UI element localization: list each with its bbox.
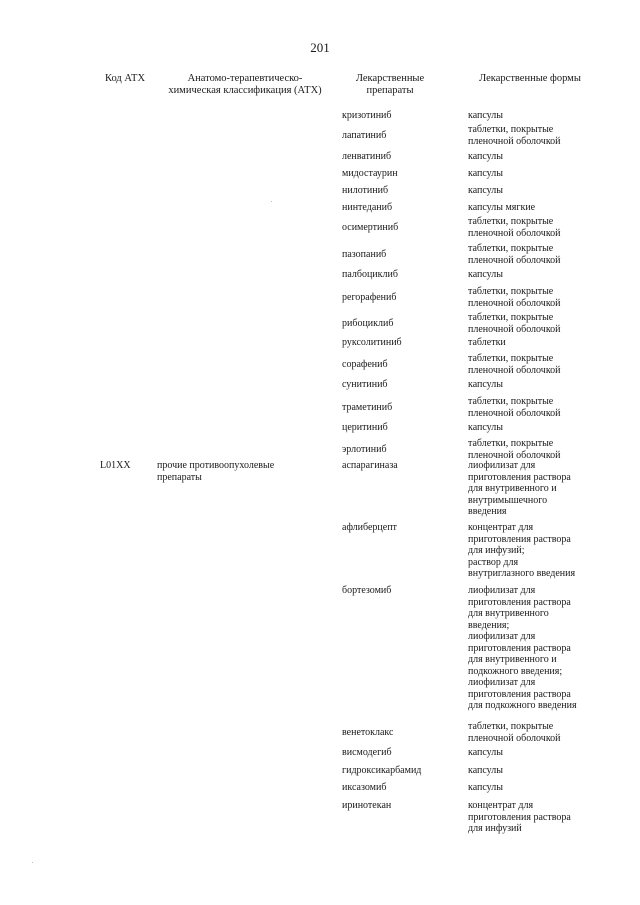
dosage-form: капсулы	[468, 185, 503, 196]
drug-name: бортезомиб	[342, 585, 392, 596]
drug-name: регорафениб	[342, 292, 397, 303]
drug-name: траметиниб	[342, 402, 393, 413]
drug-name: висмодегиб	[342, 747, 392, 758]
dosage-form: таблетки, покрытые пленочной оболочкой	[468, 124, 561, 147]
drug-name: осимертиниб	[342, 222, 399, 233]
drug-name: гидроксикарбамид	[342, 765, 422, 776]
dosage-form: таблетки, покрытые пленочной оболочкой	[468, 216, 561, 239]
dosage-form: капсулы	[468, 782, 503, 793]
dosage-form: таблетки, покрытые пленочной оболочкой	[468, 353, 561, 376]
drug-name: руксолитиниб	[342, 337, 402, 348]
drug-name: нилотиниб	[342, 185, 389, 196]
dosage-form: таблетки, покрытые пленочной оболочкой	[468, 286, 561, 309]
drug-name: эрлотиниб	[342, 444, 387, 455]
dosage-form: капсулы	[468, 168, 503, 179]
dosage-form: капсулы	[468, 151, 503, 162]
dosage-form: лиофилизат для приготовления раствора для внутривенного и внутримышечного введения	[468, 460, 571, 517]
page-number: 201	[310, 40, 330, 55]
drug-name: кризотиниб	[342, 110, 392, 121]
drug-name: рибоциклиб	[342, 318, 394, 329]
dosage-form: капсулы	[468, 422, 503, 433]
drug-name: нинтеданиб	[342, 202, 393, 213]
drug-name: ленватиниб	[342, 151, 392, 162]
drug-name: сорафениб	[342, 359, 388, 370]
drug-name: палбоциклиб	[342, 269, 398, 280]
drug-name: аспарагиназа	[342, 460, 398, 471]
dosage-form: таблетки, покрытые пленочной оболочкой	[468, 396, 561, 419]
group-name: прочие противоопухолевые препараты	[157, 460, 275, 483]
dosage-form: капсулы	[468, 269, 503, 280]
dosage-form: таблетки, покрытые пленочной оболочкой	[468, 243, 561, 266]
scan-speck	[271, 201, 272, 202]
drug-name: сунитиниб	[342, 379, 388, 390]
dosage-form: капсулы мягкие	[468, 202, 536, 213]
drug-name: афлиберцепт	[342, 522, 397, 533]
header-forms: Лекарственные формы	[479, 73, 581, 84]
header-drugs: Лекарственные препараты	[355, 73, 425, 96]
drug-name: мидостаурин	[342, 168, 398, 179]
dosage-form: таблетки, покрытые пленочной оболочкой	[468, 721, 561, 744]
dosage-form: лиофилизат для приготовления раствора для внутривенного введения; лиофилизат для приготовления раствора для внутривенного и подкожного введения; лиофилизат для приготовления раствора для подкожного введения	[468, 585, 577, 711]
drug-name: венетоклакс	[342, 727, 394, 738]
dosage-form: таблетки, покрытые пленочной оболочкой	[468, 312, 561, 335]
drug-name: церитиниб	[342, 422, 388, 433]
dosage-form: концентрат для приготовления раствора для инфузий	[468, 800, 571, 834]
dosage-form: капсулы	[468, 110, 503, 121]
dosage-form: капсулы	[468, 379, 503, 390]
header-code: Код АТХ	[104, 73, 146, 84]
drug-name: лапатиниб	[342, 130, 387, 141]
group-code: L01XX	[100, 460, 131, 471]
dosage-form: капсулы	[468, 765, 503, 776]
header-classification: Анатомо-терапевтическо- химическая классификация (АТХ)	[168, 73, 322, 96]
dosage-form: капсулы	[468, 747, 503, 758]
drug-name: иксазомиб	[342, 782, 387, 793]
drug-name: пазопаниб	[342, 249, 387, 260]
drug-name: иринотекан	[342, 800, 392, 811]
dosage-form: таблетки, покрытые пленочной оболочкой	[468, 438, 561, 461]
dosage-form: концентрат для приготовления раствора для инфузий; раствор для внутриглазного введения	[468, 522, 576, 579]
scan-speck	[32, 862, 33, 863]
dosage-form: таблетки	[468, 337, 506, 348]
